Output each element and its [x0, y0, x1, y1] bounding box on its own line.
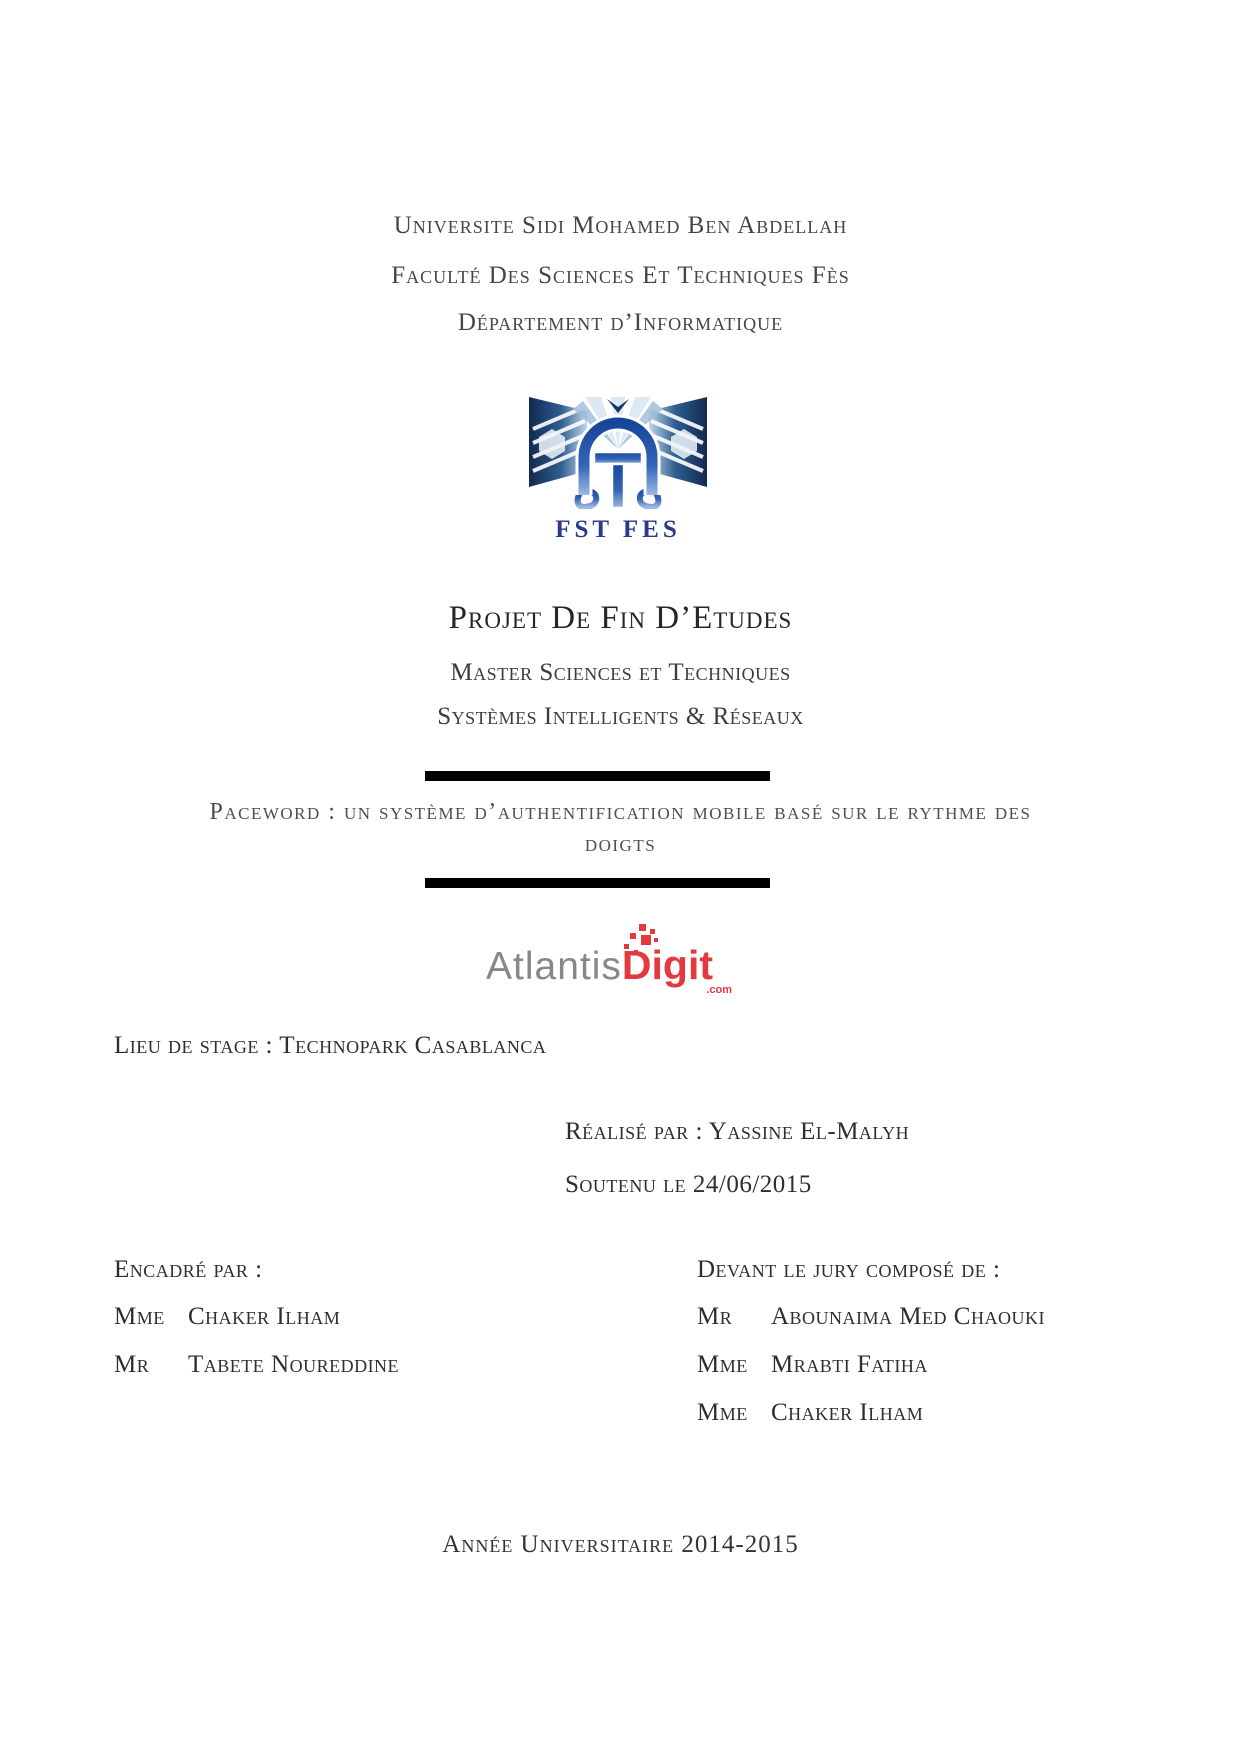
jury-row [697, 1399, 923, 1427]
jury-member-name: Abounaima Med Chaouki [771, 1303, 1045, 1330]
logo-wordmark [486, 942, 713, 989]
master-subtitle: Master Sciences et Techniques [450, 659, 791, 686]
supervisor-row [114, 1351, 399, 1379]
jury-heading: Devant le jury composé de : [697, 1256, 1001, 1283]
jury-member-title: Mme [697, 1351, 748, 1378]
author-line: Réalisé par : Yassine El-Malyh [565, 1118, 910, 1145]
fst-emblem-icon [527, 397, 709, 509]
atlantis-wordmark: Atlantis [486, 945, 622, 988]
internship-place: Lieu de stage : Technopark Casablanca [114, 1032, 547, 1059]
university-name: Universite Sidi Mohamed Ben Abdellah [393, 212, 848, 239]
supervisor-name: Chaker Ilham [188, 1303, 341, 1330]
project-title-line1: Paceword : un système d’authentification mobile basé sur le rythme des [209, 799, 1032, 825]
supervisors-heading: Encadré par : [114, 1256, 263, 1283]
faculty-name: Faculté Des Sciences Et Techniques Fès [391, 262, 850, 289]
separator-bar-top [425, 771, 770, 781]
jury-row [697, 1351, 928, 1379]
supervisor-name: Tabete Noureddine [188, 1351, 400, 1378]
separator-bar-bottom [425, 878, 770, 888]
supervisor-title: Mr [114, 1351, 150, 1378]
speciality-subtitle: Systèmes Intelligents & Réseaux [437, 703, 804, 730]
fst-fes-logo [527, 397, 709, 544]
digit-wordmark: Digit [621, 942, 713, 988]
supervisor-row [114, 1303, 340, 1331]
jury-member-title: Mr [697, 1303, 733, 1330]
jury-member-title: Mme [697, 1399, 748, 1426]
department-name: Département d’Informatique [457, 309, 784, 336]
jury-member-name: Mrabti Fatiha [771, 1351, 928, 1378]
supervisor-title: Mme [114, 1303, 165, 1330]
project-title-line2: doigts [584, 831, 657, 857]
defense-date-line: Soutenu le 24/06/2015 [565, 1171, 812, 1198]
document-title: Projet De Fin D’Etudes [448, 600, 793, 636]
jury-row [697, 1303, 1045, 1331]
academic-year: Année Universitaire 2014-2015 [442, 1531, 799, 1558]
atlantisdigit-logo [486, 928, 736, 998]
dotcom-label: .com [706, 984, 732, 996]
jury-member-name: Chaker Ilham [771, 1399, 924, 1426]
fst-logo-caption: FST FES [555, 516, 681, 543]
